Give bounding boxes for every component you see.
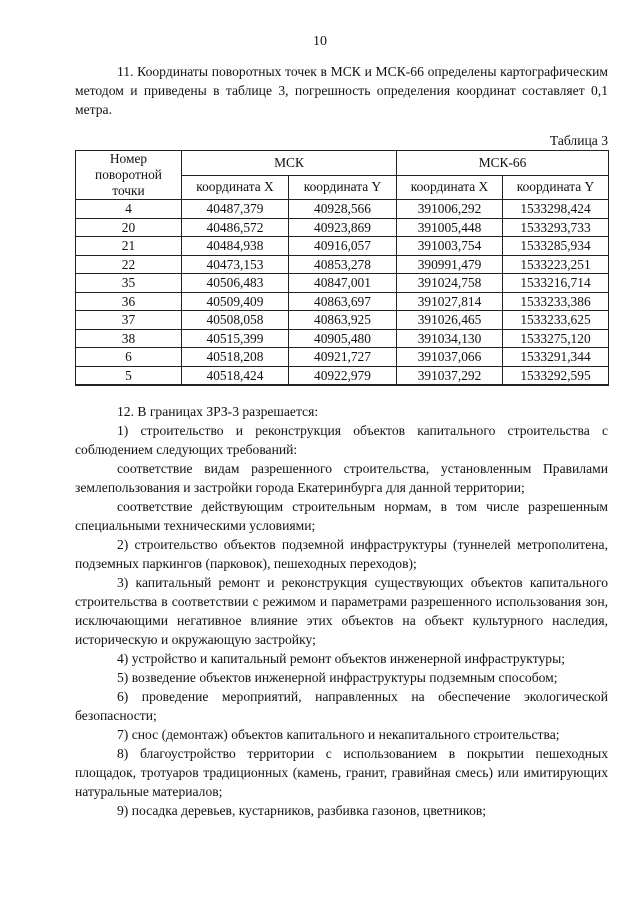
intro-block: [75, 62, 608, 119]
section-12-item: 4) устройство и капитальный ремонт объектов инженерной инфраструктуры;: [117, 651, 565, 666]
cell-msk66-y: 1533293,733: [503, 218, 609, 237]
table-header-row: [76, 151, 609, 176]
section-12-item: 2) строительство объектов подземной инфраструктуры (туннелей метрополитена, подземных паркингов (парковок), пешеходных переходов);: [75, 537, 608, 571]
cell-msk66-y: 1533285,934: [503, 237, 609, 256]
header-msk-x: координата X: [182, 175, 289, 200]
table-row: [76, 292, 609, 311]
cell-msk-x: 40518,424: [182, 366, 289, 385]
header-msk: МСК: [182, 151, 397, 176]
cell-msk-x: 40518,208: [182, 348, 289, 367]
cell-msk-x: 40508,058: [182, 311, 289, 330]
cell-msk-y: 40853,278: [289, 255, 397, 274]
section-12-item: 1) строительство и реконструкция объектов капитального строительства с соблюдением следующих требований:: [75, 423, 608, 457]
header-msk-y: координата Y: [289, 175, 397, 200]
table-row: [76, 255, 609, 274]
table-row: [76, 366, 609, 385]
cell-point: 6: [76, 348, 182, 367]
cell-point: 37: [76, 311, 182, 330]
cell-msk-y: 40916,057: [289, 237, 397, 256]
header-point-number: Номер поворотной точки: [76, 151, 182, 200]
cell-msk66-x: 391034,130: [397, 329, 503, 348]
cell-msk-y: 40863,697: [289, 292, 397, 311]
section-12-item: 6) проведение мероприятий, направленных на обеспечение экологической безопасности;: [75, 689, 608, 723]
cell-msk66-x: 391026,465: [397, 311, 503, 330]
section-12-item: соответствие видам разрешенного строительства, установленным Правилами землепользования и застройки города Екатеринбурга для данной территории;: [75, 461, 608, 495]
table-row: [76, 237, 609, 256]
cell-msk-x: 40515,399: [182, 329, 289, 348]
table-caption: Таблица 3: [549, 133, 608, 148]
cell-msk66-x: 391005,448: [397, 218, 503, 237]
intro-paragraph: 11. Координаты поворотных точек в МСК и МСК-66 определены картографическим методом и приведены в таблице 3, погрешность определения координат составляет 0,1 метра.: [75, 64, 608, 117]
cell-msk-y: 40905,480: [289, 329, 397, 348]
cell-point: 21: [76, 237, 182, 256]
table-row: [76, 329, 609, 348]
table-row: [76, 274, 609, 293]
page-number: 10: [313, 34, 327, 49]
cell-msk-x: 40473,153: [182, 255, 289, 274]
cell-msk66-x: 391003,754: [397, 237, 503, 256]
cell-msk66-y: 1533298,424: [503, 200, 609, 219]
section-12: [75, 402, 608, 820]
cell-msk66-x: 391037,292: [397, 366, 503, 385]
cell-msk-x: 40509,409: [182, 292, 289, 311]
cell-msk66-x: 391024,758: [397, 274, 503, 293]
cell-point: 22: [76, 255, 182, 274]
cell-msk66-y: 1533216,714: [503, 274, 609, 293]
cell-msk-x: 40484,938: [182, 237, 289, 256]
cell-msk-x: 40486,572: [182, 218, 289, 237]
cell-msk66-x: 391006,292: [397, 200, 503, 219]
cell-point: 36: [76, 292, 182, 311]
cell-msk-y: 40847,001: [289, 274, 397, 293]
section-12-item: 9) посадка деревьев, кустарников, разбивка газонов, цветников;: [117, 803, 487, 818]
cell-point: 35: [76, 274, 182, 293]
cell-msk66-x: 391027,814: [397, 292, 503, 311]
section-12-item: 7) снос (демонтаж) объектов капитального и некапитального строительства;: [117, 727, 560, 742]
section-12-item: соответствие действующим строительным нормам, в том числе разрешенным специальными техническими условиями;: [75, 499, 608, 533]
header-msk66: МСК-66: [397, 151, 609, 176]
table-row: [76, 348, 609, 367]
cell-msk66-x: 390991,479: [397, 255, 503, 274]
section-12-heading: 12. В границах ЗРЗ-3 разрешается:: [117, 404, 319, 419]
cell-msk-y: 40922,979: [289, 366, 397, 385]
cell-msk-y: 40928,566: [289, 200, 397, 219]
cell-msk-x: 40487,379: [182, 200, 289, 219]
table-row: [76, 200, 609, 219]
cell-point: 4: [76, 200, 182, 219]
header-msk66-x: координата X: [397, 175, 503, 200]
cell-msk66-y: 1533233,386: [503, 292, 609, 311]
cell-point: 20: [76, 218, 182, 237]
cell-msk-x: 40506,483: [182, 274, 289, 293]
section-12-item: 5) возведение объектов инженерной инфраструктуры подземным способом;: [117, 670, 558, 685]
table-row: [76, 311, 609, 330]
cell-msk66-x: 391037,066: [397, 348, 503, 367]
cell-msk-y: 40923,869: [289, 218, 397, 237]
cell-msk66-y: 1533275,120: [503, 329, 609, 348]
cell-msk66-y: 1533223,251: [503, 255, 609, 274]
table-row: [76, 218, 609, 237]
cell-point: 5: [76, 366, 182, 385]
cell-msk66-y: 1533292,595: [503, 366, 609, 385]
cell-msk66-y: 1533291,344: [503, 348, 609, 367]
section-12-item: 3) капитальный ремонт и реконструкция существующих объектов капитального строительства в соответствии с режимом и параметрами разрешенного использования зон, исключающими негативное влияние этих объектов на объект культурного наследия, историческую и окружающую застройку;: [75, 575, 608, 647]
coordinates-table: [75, 150, 609, 386]
cell-point: 38: [76, 329, 182, 348]
cell-msk-y: 40863,925: [289, 311, 397, 330]
section-12-item: 8) благоустройство территории с использованием в покрытии пешеходных площадок, тротуаров традиционных (камень, гранит, гравийная смесь) или имитирующих натуральные материалов;: [75, 746, 608, 799]
cell-msk-y: 40921,727: [289, 348, 397, 367]
cell-msk66-y: 1533233,625: [503, 311, 609, 330]
header-msk66-y: координата Y: [503, 175, 609, 200]
